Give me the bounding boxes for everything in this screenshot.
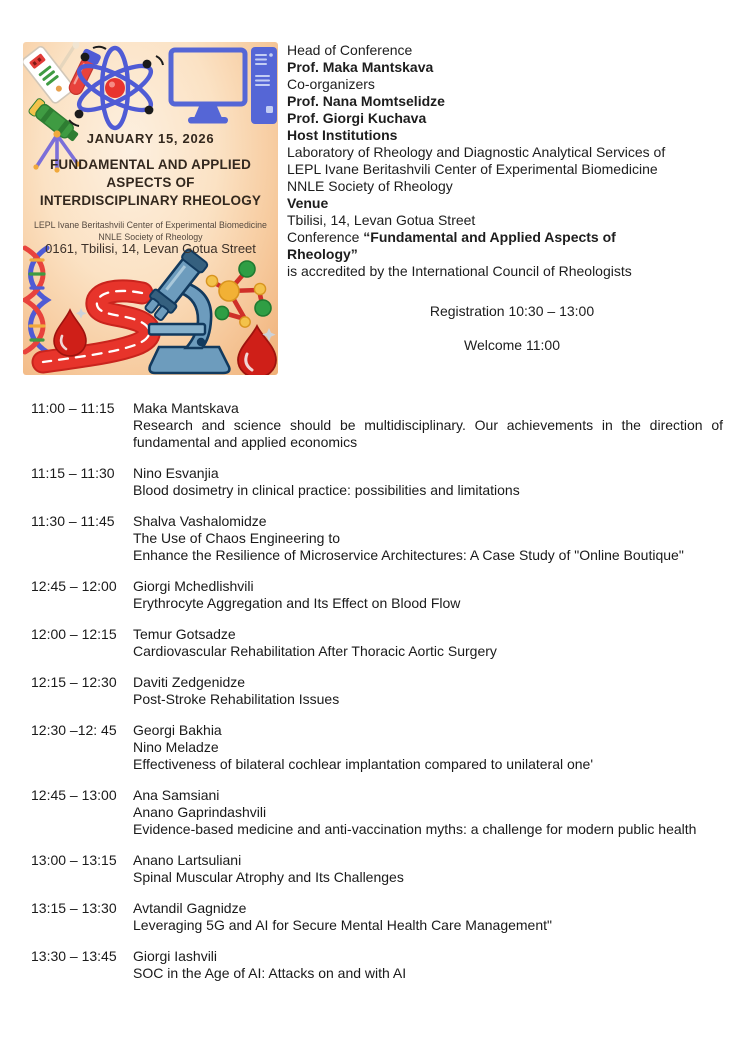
header-text-segment: NNLE Society of Rheology — [287, 178, 453, 194]
header-line — [287, 127, 737, 144]
schedule-entry — [31, 722, 723, 773]
entry-time: 12:30 –12: 45 — [31, 722, 117, 738]
entry-content — [133, 626, 723, 660]
header-text-segment: Prof. Nana Momtselidze — [287, 93, 445, 109]
conference-poster — [23, 42, 278, 375]
entry-time: 11:30 – 11:45 — [31, 513, 115, 529]
talk-title: Leveraging 5G and AI for Secure Mental Health Care Management" — [133, 917, 552, 933]
poster-title-line: INTERDISCIPLINARY RHEOLOGY — [39, 193, 262, 208]
entry-content — [133, 674, 723, 708]
header-line — [287, 212, 737, 229]
header-line — [287, 161, 737, 178]
dna-icon — [25, 248, 47, 352]
talk-title: Research and science should be multidisciplinary. Our achievements in the direction of fundamental and applied economics — [133, 417, 723, 450]
schedule-entry — [31, 948, 723, 982]
talk-title: SOC in the Age of AI: Attacks on and with AI — [133, 965, 407, 981]
speaker-name: Giorgi Mchedlishvili — [133, 578, 254, 594]
entry-time: 13:30 – 13:45 — [31, 948, 117, 964]
poster-title-line: FUNDAMENTAL AND APPLIED — [49, 157, 252, 172]
computer-icon — [171, 47, 277, 124]
header-line — [287, 93, 737, 110]
talk-title: Post-Stroke Rehabilitation Issues — [133, 691, 340, 707]
entry-time: 13:15 – 13:30 — [31, 900, 117, 916]
schedule-entry — [31, 787, 723, 838]
poster-date: JANUARY 15, 2026 — [86, 131, 215, 146]
header-line — [287, 59, 737, 76]
header-text-segment: Rheology” — [287, 246, 358, 262]
schedule-entry — [31, 400, 723, 451]
speaker-name: Nino Meladze — [133, 739, 219, 755]
speaker-name: Giorgi Iashvili — [133, 948, 218, 964]
entry-content — [133, 465, 723, 499]
schedule-entry — [31, 513, 723, 564]
header-line — [287, 229, 737, 246]
header-text-segment: is accredited by the International Council of Rheologists — [287, 263, 632, 279]
talk-title: Enhance the Resilience of Microservice Architectures: A Case Study of "Online Boutique" — [133, 547, 684, 563]
talk-title: Cardiovascular Rehabilitation After Thoracic Aortic Surgery — [133, 643, 497, 659]
entry-time: 11:00 – 11:15 — [31, 400, 115, 416]
speaker-name: Ana Samsiani — [133, 787, 220, 803]
conference-header — [287, 42, 737, 375]
molecule-icon — [206, 261, 271, 327]
header-line — [287, 110, 737, 127]
poster-org-line: NNLE Society of Rheology — [98, 232, 203, 242]
header-text-segment: Conference — [287, 229, 364, 245]
entry-content — [133, 722, 723, 773]
entry-time: 12:15 – 12:30 — [31, 674, 117, 690]
entry-time: 12:00 – 12:15 — [31, 626, 117, 642]
entry-content — [133, 852, 723, 886]
speaker-name: Anano Lartsuliani — [133, 852, 242, 868]
poster-address: 0161, Tbilisi, 14, Levan Gotua Street — [45, 241, 256, 256]
header-text-segment: “Fundamental and Applied Aspects of — [363, 229, 616, 245]
schedule — [0, 400, 750, 982]
registration-line: Registration 10:30 – 13:00 — [429, 303, 595, 319]
speaker-name: Maka Mantskava — [133, 400, 239, 416]
header-line — [287, 178, 737, 195]
header-text-segment: Co-organizers — [287, 76, 375, 92]
entry-content — [133, 787, 723, 838]
entry-content — [133, 900, 723, 934]
entry-time: 12:45 – 12:00 — [31, 578, 117, 594]
speaker-name: Avtandil Gagnidze — [133, 900, 247, 916]
blood-drop-icon — [238, 326, 276, 375]
talk-title: Blood dosimetry in clinical practice: possibilities and limitations — [133, 482, 520, 498]
speaker-name: Nino Esvanjia — [133, 465, 219, 481]
entry-content — [133, 578, 723, 612]
top-section — [0, 0, 750, 375]
talk-title: The Use of Chaos Engineering to — [133, 530, 341, 546]
entry-content — [133, 948, 723, 982]
header-line — [287, 246, 737, 263]
talk-title: Erythrocyte Aggregation and Its Effect on Blood Flow — [133, 595, 461, 611]
header-text-segment: Head of Conference — [287, 42, 413, 58]
entry-time: 11:15 – 11:30 — [31, 465, 115, 481]
header-text-segment: Prof. Maka Mantskava — [287, 59, 434, 75]
header-text-segment: Tbilisi, 14, Levan Gotua Street — [287, 212, 476, 228]
speaker-name: Shalva Vashalomidze — [133, 513, 267, 529]
header-line — [287, 195, 737, 212]
header-text-segment: Prof. Giorgi Kuchava — [287, 110, 427, 126]
talk-title: Evidence-based medicine and anti-vaccination myths: a challenge for modern public health — [133, 821, 697, 837]
blood-drop-icon — [54, 308, 86, 356]
header-text-segment: LEPL Ivane Beritashvili Center of Experimental Biomedicine — [287, 161, 658, 177]
header-line — [287, 263, 737, 280]
talk-title: Effectiveness of bilateral cochlear implantation compared to unilateral one' — [133, 756, 594, 772]
schedule-entry — [31, 626, 723, 660]
poster-org-line: LEPL Ivane Beritashvili Center of Experimental Biomedicine — [34, 220, 267, 230]
header-line — [287, 42, 737, 59]
schedule-entry — [31, 578, 723, 612]
poster-title — [23, 156, 278, 210]
header-line — [287, 144, 737, 161]
entry-content — [133, 513, 723, 564]
header-line — [287, 76, 737, 93]
entry-content — [133, 400, 723, 451]
speaker-name: Daviti Zedgenidze — [133, 674, 246, 690]
header-lines — [287, 42, 737, 280]
schedule-entry — [31, 852, 723, 886]
speaker-name: Anano Gaprindashvili — [133, 804, 267, 820]
entry-time: 12:45 – 13:00 — [31, 787, 117, 803]
speaker-name: Georgi Bakhia — [133, 722, 222, 738]
talk-title: Spinal Muscular Atrophy and Its Challenges — [133, 869, 404, 885]
schedule-entry — [31, 465, 723, 499]
speaker-name: Temur Gotsadze — [133, 626, 236, 642]
entry-time: 13:00 – 13:15 — [31, 852, 117, 868]
header-text-segment: Host Institutions — [287, 127, 398, 143]
schedule-entry — [31, 674, 723, 708]
schedule-entry — [31, 900, 723, 934]
header-text-segment: Venue — [287, 195, 329, 211]
header-text-segment: Laboratory of Rheology and Diagnostic Analytical Services of — [287, 144, 666, 160]
poster-title-line: ASPECTS OF — [106, 175, 195, 190]
poster-organizers — [23, 219, 278, 243]
welcome-line: Welcome 11:00 — [464, 337, 560, 353]
